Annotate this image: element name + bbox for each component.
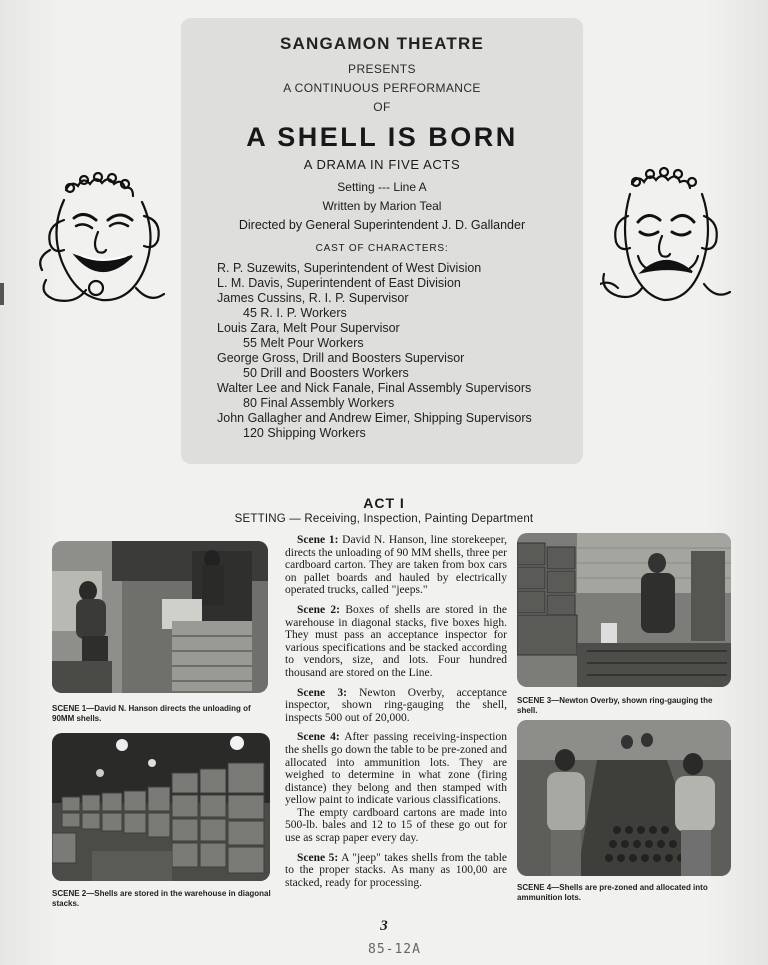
comedy-mask-icon: [36, 160, 168, 310]
scene-2-photo: [52, 733, 270, 881]
scene-text: The empty cardboard cartons are made into 500-lb. bales and 12 to 15 of these go out for use as scrap paper every day.: [285, 806, 507, 845]
scene-text: After passing receiving-inspection the shells go down the table to be pre-zoned and allocated into ammunition lots. They are weighed to determine in what zone (firing distance) they belong and then stamped with yellow paint to indicate various classifications.: [285, 731, 507, 807]
scene-text: David N. Hanson, line storekeeper, directs the unloading of 90 MM shells, three per cardboard carton. They are taken from box cars on pallet boards and hauled by electrically operated trucks, called "jeeps.": [285, 534, 508, 597]
cast-item: John Gallagher and Andrew Eimer, Shipping Supervisors: [217, 411, 532, 425]
scene-1-photo: [52, 541, 268, 693]
cast-item: Louis Zara, Melt Pour Supervisor: [217, 321, 400, 335]
scene-text: Newton Overby, acceptance inspector, shown ring-gauging the shell, inspects 500 out of 20,000.: [285, 686, 508, 724]
cast-item: George Gross, Drill and Boosters Supervisor: [217, 351, 465, 365]
play-title: A SHELL IS BORN: [246, 122, 518, 152]
scene-label: Scene 3:: [297, 686, 347, 699]
scene-label: Scene 5:: [297, 851, 339, 864]
scene-label: Scene 4:: [297, 731, 340, 744]
directed-by: Directed by General Superintendent J. D. Gallander: [238, 218, 526, 232]
scene-label: Scene 1:: [297, 534, 339, 546]
act-heading: ACT I: [363, 495, 405, 511]
cast-item: 45 R. I. P. Workers: [243, 306, 347, 320]
scene-label: Scene 2:: [297, 603, 341, 616]
cast-list: [217, 261, 577, 441]
handwritten-note: 85-12A: [368, 942, 421, 957]
scene-2-caption: SCENE 2—Shells are stored in the warehouse in diagonal stacks.: [52, 889, 271, 908]
cast-item: James Cussins, R. I. P. Supervisor: [217, 291, 409, 305]
scene-text: A "jeep" takes shells from the table to the proper stacks. As many as 100,00 are stacked, ready for processing.: [285, 851, 508, 889]
scene-4-photo: [517, 720, 731, 876]
scene-3-caption: SCENE 3—Newton Overby, shown ring-gauging the shell.: [517, 696, 713, 715]
play-subtitle: A DRAMA IN FIVE ACTS: [303, 157, 461, 172]
scene-4-caption: SCENE 4—Shells are pre-zoned and allocated into ammunition lots.: [517, 883, 708, 902]
act-setting: SETTING — Receiving, Inspection, Painting Department: [234, 513, 534, 525]
scene-text: Boxes of shells are stored in the warehouse in diagonal stacks, five boxes high. They must pass an acceptance inspector for various specifications and be stacked according to vendors, size, and lots. Four hundred thousand are stored on the Line.: [285, 603, 507, 679]
scene-paragraph: [285, 534, 507, 597]
tragedy-mask-icon: [600, 160, 732, 310]
presents-line: PRESENTS: [348, 62, 416, 76]
cast-item: 50 Drill and Boosters Workers: [243, 366, 409, 380]
of-line: OF: [373, 100, 391, 114]
scene-descriptions: [285, 534, 507, 896]
cast-item: 80 Final Assembly Workers: [243, 396, 395, 410]
cast-item: 55 Melt Pour Workers: [243, 336, 364, 350]
cast-item: R. P. Suzewits, Superintendent of West Division: [217, 261, 482, 275]
cast-item: L. M. Davis, Superintendent of East Division: [217, 276, 461, 290]
setting-line: Setting --- Line A: [337, 180, 427, 194]
scene-paragraph: [285, 604, 507, 680]
scene-paragraph: [285, 807, 507, 845]
scene-paragraph: [285, 687, 507, 725]
scene-paragraph: [285, 731, 507, 807]
page-number: 3: [380, 918, 388, 934]
cast-item: Walter Lee and Nick Fanale, Final Assembly Supervisors: [217, 381, 532, 395]
scene-3-photo: [517, 533, 731, 687]
scene-1-caption: SCENE 1—David N. Hanson directs the unloading of 90MM shells.: [52, 704, 251, 723]
cast-heading: CAST OF CHARACTERS:: [315, 243, 449, 254]
scene-paragraph: [285, 852, 507, 890]
continuous-line: A CONTINUOUS PERFORMANCE: [283, 81, 481, 95]
theatre-name: SANGAMON THEATRE: [280, 34, 484, 53]
written-by: Written by Marion Teal: [322, 199, 442, 213]
cast-item: 120 Shipping Workers: [243, 426, 366, 440]
binding-mark: [0, 283, 4, 305]
program-box: [181, 18, 583, 464]
